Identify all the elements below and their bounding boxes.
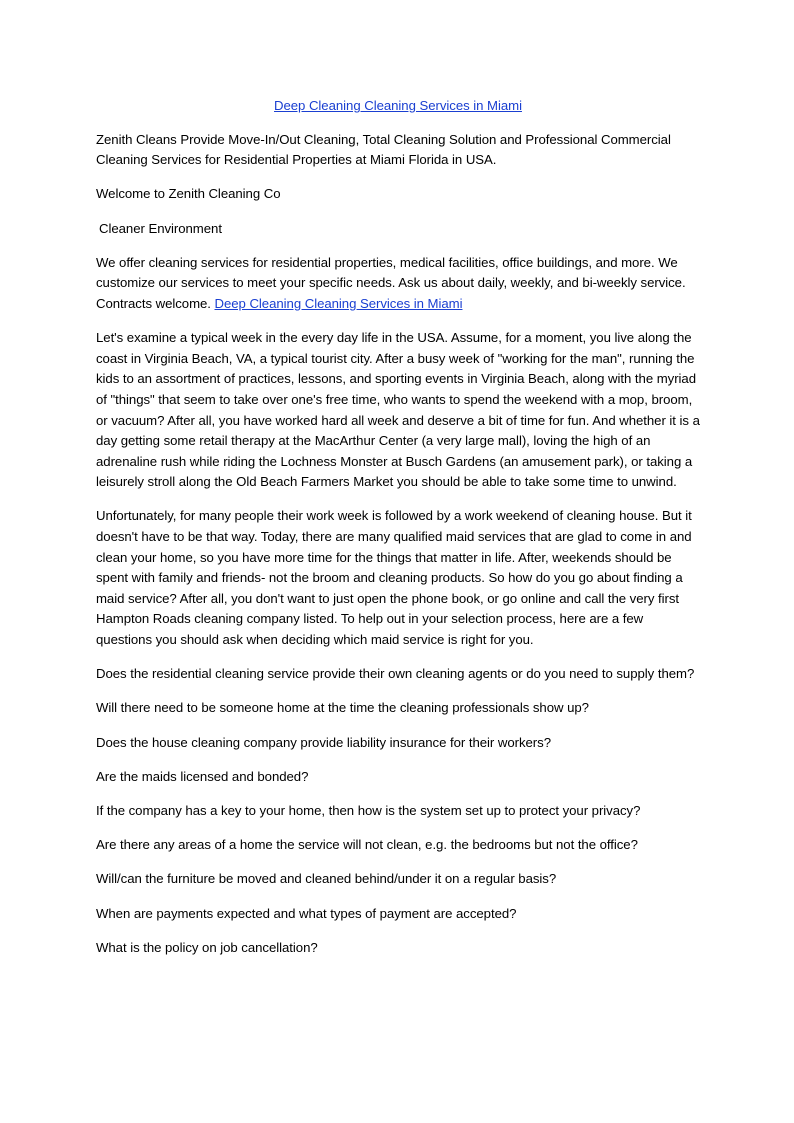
question-supply-agents: Does the residential cleaning service provide their own cleaning agents or do you need to supply them?: [96, 666, 695, 682]
question-cancellation: What is the policy on job cancellation?: [96, 939, 318, 955]
week-paragraph: Let's examine a typical week in the every day life in the USA. Assume, for a moment, you live along the coast in Virginia Beach, VA, a typical tourist city. After a busy week of "working for the man", running the kids to an assortment of practices, lessons, and sporting events in Virginia Beach, along with the myriad of "things" that seem to take over one's free time, who wants to spend the weekend with a mop, broom, or vacuum? After all, you have worked hard all week and deserve a bit of time for fun. And whether it is a day getting some retail therapy at the MacArthur Center (a very large mall), loving the high of an adrenaline rush while riding the Lochness Monster at Busch Gardens (an amusement park), or taking a leisurely stroll along the Old Beach Farmers Market you should be able to take some time to unwind.: [96, 330, 700, 490]
title-link[interactable]: Deep Cleaning Cleaning Services in Miami: [274, 98, 522, 113]
tagline-line: [96, 219, 700, 240]
intro-paragraph: Zenith Cleans Provide Move-In/Out Cleaning, Total Cleaning Solution and Professional Commercial Cleaning Services for Residential Properties at Miami Florida in USA.: [96, 131, 671, 168]
title-container: [96, 96, 700, 117]
question-payments: When are payments expected and what types of payment are accepted?: [96, 905, 517, 921]
welcome-line: Welcome to Zenith Cleaning Co: [96, 186, 281, 202]
unfortunately-paragraph: Unfortunately, for many people their work week is followed by a work weekend of cleaning house. But it doesn't have to be that way. Today, there are many qualified maid services that are glad to come in and clean your home, so you have more time for the things that matter in life. After, weekends should be spent with family and friends- not the broom and cleaning products. So how do you go about finding a maid service? After all, you don't want to just open the phone book, or go online and call the very first Hampton Roads cleaning company listed. To help out in your selection process, here are a few questions you should ask when deciding which maid service is right for you.: [96, 508, 692, 648]
question-key-privacy: If the company has a key to your home, then how is the system set up to protect your privacy?: [96, 802, 641, 818]
question-licensed-bonded: Are the maids licensed and bonded?: [96, 768, 309, 784]
offer-text: We offer cleaning services for residential properties, medical facilities, office buildings, and more. We customize our services to meet your specific needs. Ask us about daily, weekly, and bi-weekly service. Contracts welcome.: [96, 254, 686, 311]
document-page: [96, 96, 700, 972]
offer-link[interactable]: Deep Cleaning Cleaning Services in Miami: [214, 295, 463, 311]
question-liability-insurance: Does the house cleaning company provide liability insurance for their workers?: [96, 734, 551, 750]
offer-paragraph: [96, 253, 700, 315]
tagline-text: Cleaner Environment: [99, 220, 222, 236]
question-furniture-moved: Will/can the furniture be moved and cleaned behind/under it on a regular basis?: [96, 871, 557, 887]
question-someone-home: Will there need to be someone home at the time the cleaning professionals show up?: [96, 700, 589, 716]
question-areas-not-cleaned: Are there any areas of a home the service will not clean, e.g. the bedrooms but not the office?: [96, 837, 638, 853]
